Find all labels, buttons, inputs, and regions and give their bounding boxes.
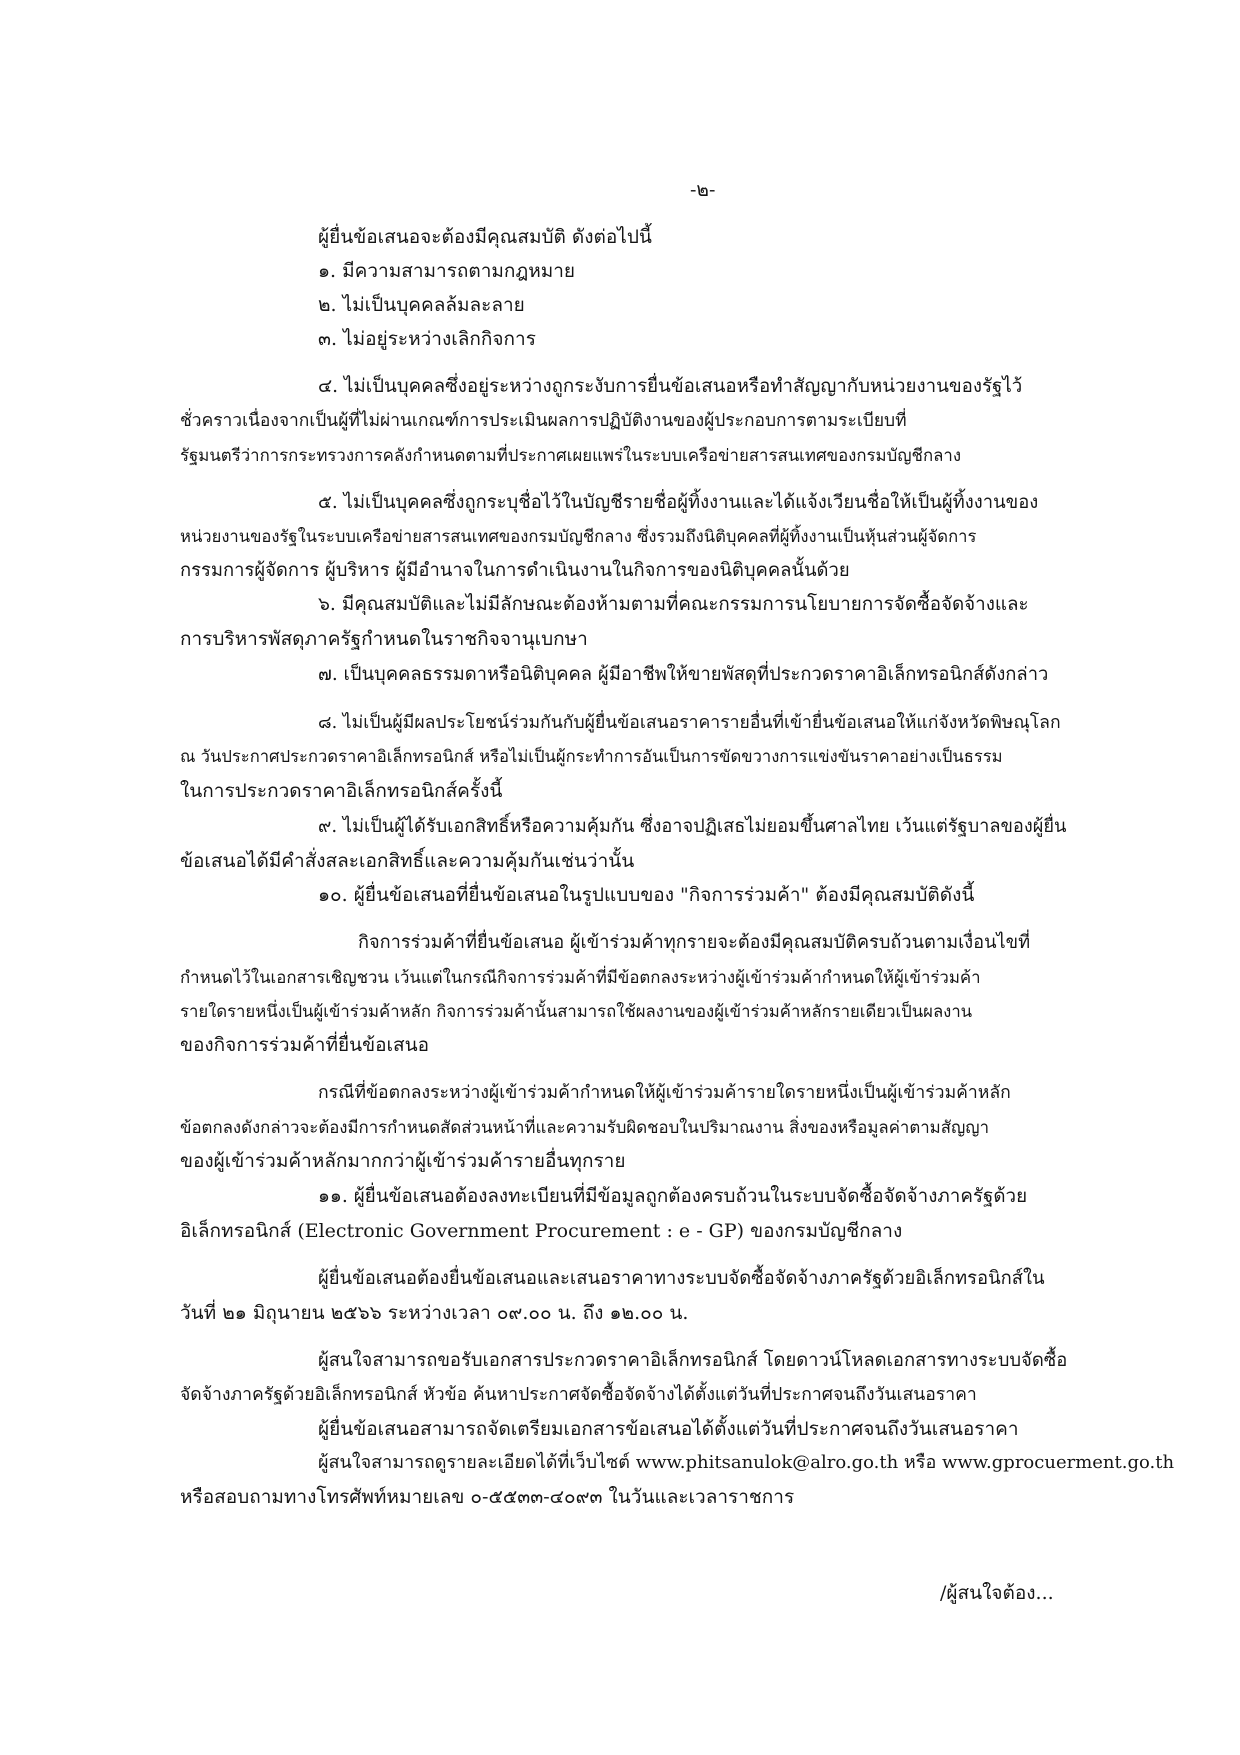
paragraph-line: ณ วันประกาศประกวดราคาอิเล็กทรอนิกส์ หรือไม่เป็นผู้กระทำการอันเป็นการขัดขวางการแข่งขันราคาอย่างเป็นธรรม <box>180 747 1003 766</box>
paragraph-line: กรรมการผู้จัดการ ผู้บริหาร ผู้มีอำนาจในการดำเนินงานในกิจการของนิติบุคคลนั้นด้วย <box>180 560 850 581</box>
paragraph-line: รัฐมนตรีว่าการกระทรวงการคลังกำหนดตามที่ประกาศเผยแพร่ในระบบเครือข่ายสารสนเทศของกรมบัญชีกลาง <box>180 445 962 465</box>
paragraph-line: ๖. มีคุณสมบัติและไม่มีลักษณะต้องห้ามตามที่คณะกรรมการนโยบายการจัดซื้อจัดจ้างและ <box>318 594 1029 615</box>
paragraph-line: วันที่ ๒๑ มิถุนายน ๒๕๖๖ ระหว่างเวลา ๐๙.๐๐ น. ถึง ๑๒.๐๐ น. <box>180 1302 689 1324</box>
paragraph-line: ๒. ไม่เป็นบุคคลล้มละลาย <box>318 294 525 316</box>
paragraph-line: ผู้ยื่นข้อเสนอจะต้องมีคุณสมบัติ ดังต่อไปนี้ <box>318 226 652 248</box>
paragraph-line: ผู้สนใจสามารถขอรับเอกสารประกวดราคาอิเล็กทรอนิกส์ โดยดาวน์โหลดเอกสารทางระบบจัดซื้อ <box>318 1350 1068 1371</box>
paragraph-line: หน่วยงานของรัฐในระบบเครือข่ายสารสนเทศของกรมบัญชีกลาง ซึ่งรวมถึงนิติบุคคลที่ผู้ทิ้งงานเป็นหุ้นส่วนผู้จัดการ <box>180 527 977 546</box>
paragraph-line: กิจการร่วมค้าที่ยื่นข้อเสนอ ผู้เข้าร่วมค้าทุกรายจะต้องมีคุณสมบัติครบถ้วนตามเงื่อนไขที่ <box>358 932 1031 953</box>
paragraph-line: ๕. ไม่เป็นบุคคลซึ่งถูกระบุชื่อไว้ในบัญชีรายชื่อผู้ทิ้งงานและได้แจ้งเวียนชื่อให้เป็นผู้ทิ้งงานของ <box>318 492 1039 513</box>
page-number: -๒- <box>690 179 716 201</box>
paragraph-line: ชั่วคราวเนื่องจากเป็นผู้ที่ไม่ผ่านเกณฑ์การประเมินผลการปฏิบัติงานของผู้ประกอบการตามระเบียบที่ <box>180 411 907 431</box>
paragraph-line: ๘. ไม่เป็นผู้มีผลประโยชน์ร่วมกันกับผู้ยื่นข้อเสนอราคารายอื่นที่เข้ายื่นข้อเสนอให้แก่จังหวัดพิษณุโลก <box>318 713 1061 733</box>
paragraph-line: ๑๐. ผู้ยื่นข้อเสนอที่ยื่นข้อเสนอในรูปแบบของ "กิจการร่วมค้า" ต้องมีคุณสมบัติดังนี้ <box>318 884 975 906</box>
paragraph-line: ผู้สนใจสามารถดูรายละเอียดได้ที่เว็บไซต์ www.phitsanulok@alro.go.th หรือ www.gprocuerment.go.th <box>318 1452 1175 1473</box>
paragraph-line: การบริหารพัสดุภาครัฐกำหนดในราชกิจจานุเบกษา <box>180 628 588 650</box>
paragraph-line: หรือสอบถามทางโทรศัพท์หมายเลข ๐-๕๕๓๓-๔๐๙๓ ในวันและเวลาราชการ <box>180 1486 795 1508</box>
paragraph-line: ๗. เป็นบุคคลธรรมดาหรือนิติบุคคล ผู้มีอาชีพให้ขายพัสดุที่ประกวดราคาอิเล็กทรอนิกส์ดังกล่าว <box>318 664 1049 685</box>
continuation-note: /ผู้สนใจต้อง... <box>940 1582 1054 1604</box>
paragraph-line: ๙. ไม่เป็นผู้ได้รับเอกสิทธิ์หรือความคุ้มกัน ซึ่งอาจปฏิเสธไม่ยอมขึ้นศาลไทย เว้นแต่รัฐบาลของผู้ยื่น <box>318 816 1067 837</box>
paragraph-line: ๓. ไม่อยู่ระหว่างเลิกกิจการ <box>318 328 536 350</box>
paragraph-line: กำหนดไว้ในเอกสารเชิญชวน เว้นแต่ในกรณีกิจการร่วมค้าที่มีข้อตกลงระหว่างผู้เข้าร่วมค้ากำหนดให้ผู้เข้าร่วมค้า <box>180 967 981 987</box>
paragraph-line: ๔. ไม่เป็นบุคคลซึ่งอยู่ระหว่างถูกระงับการยื่นข้อเสนอหรือทำสัญญากับหน่วยงานของรัฐไว้ <box>318 376 1023 397</box>
paragraph-line: ข้อตกลงดังกล่าวจะต้องมีการกำหนดสัดส่วนหน้าที่และความรับผิดชอบในปริมาณงาน สิ่งของหรือมูลค่าตามสัญญา <box>180 1117 989 1137</box>
paragraph-line: ๑. มีความสามารถตามกฎหมาย <box>318 260 576 282</box>
paragraph-line: ผู้ยื่นข้อเสนอต้องยื่นข้อเสนอและเสนอราคาทางระบบจัดซื้อจัดจ้างภาครัฐด้วยอิเล็กทรอนิกส์ใน <box>318 1268 1045 1289</box>
paragraph-line: กรณีที่ข้อตกลงระหว่างผู้เข้าร่วมค้ากำหนดให้ผู้เข้าร่วมค้ารายใดรายหนึ่งเป็นผู้เข้าร่วมค้าหลัก <box>318 1083 1011 1103</box>
paragraph-line: ข้อเสนอได้มีคำสั่งสละเอกสิทธิ์และความคุ้มกันเช่นว่านั้น <box>180 850 635 872</box>
paragraph-line: ผู้ยื่นข้อเสนอสามารถจัดเตรียมเอกสารข้อเสนอได้ตั้งแต่วันที่ประกาศจนถึงวันเสนอราคา <box>318 1418 1019 1440</box>
paragraph-line: ในการประกวดราคาอิเล็กทรอนิกส์ครั้งนี้ <box>180 780 503 802</box>
paragraph-line: อิเล็กทรอนิกส์ (Electronic Government Procurement : e - GP) ของกรมบัญชีกลาง <box>180 1220 903 1242</box>
paragraph-line: ของกิจการร่วมค้าที่ยื่นข้อเสนอ <box>180 1034 430 1056</box>
paragraph-line: จัดจ้างภาครัฐด้วยอิเล็กทรอนิกส์ หัวข้อ ค้นหาประกาศจัดซื้อจัดจ้างได้ตั้งแต่วันที่ประกาศจนถึงวันเสนอราคา <box>180 1385 977 1405</box>
paragraph-line: รายใดรายหนึ่งเป็นผู้เข้าร่วมค้าหลัก กิจการร่วมค้านั้นสามารถใช้ผลงานของผู้เข้าร่วมค้าหลักรายเดียวเป็นผลงาน <box>180 1001 973 1021</box>
paragraph-line: ของผู้เข้าร่วมค้าหลักมากกว่าผู้เข้าร่วมค้ารายอื่นทุกราย <box>180 1150 626 1172</box>
paragraph-line: ๑๑. ผู้ยื่นข้อเสนอต้องลงทะเบียนที่มีข้อมูลถูกต้องครบถ้วนในระบบจัดซื้อจัดจ้างภาครัฐด้วย <box>318 1186 1028 1207</box>
